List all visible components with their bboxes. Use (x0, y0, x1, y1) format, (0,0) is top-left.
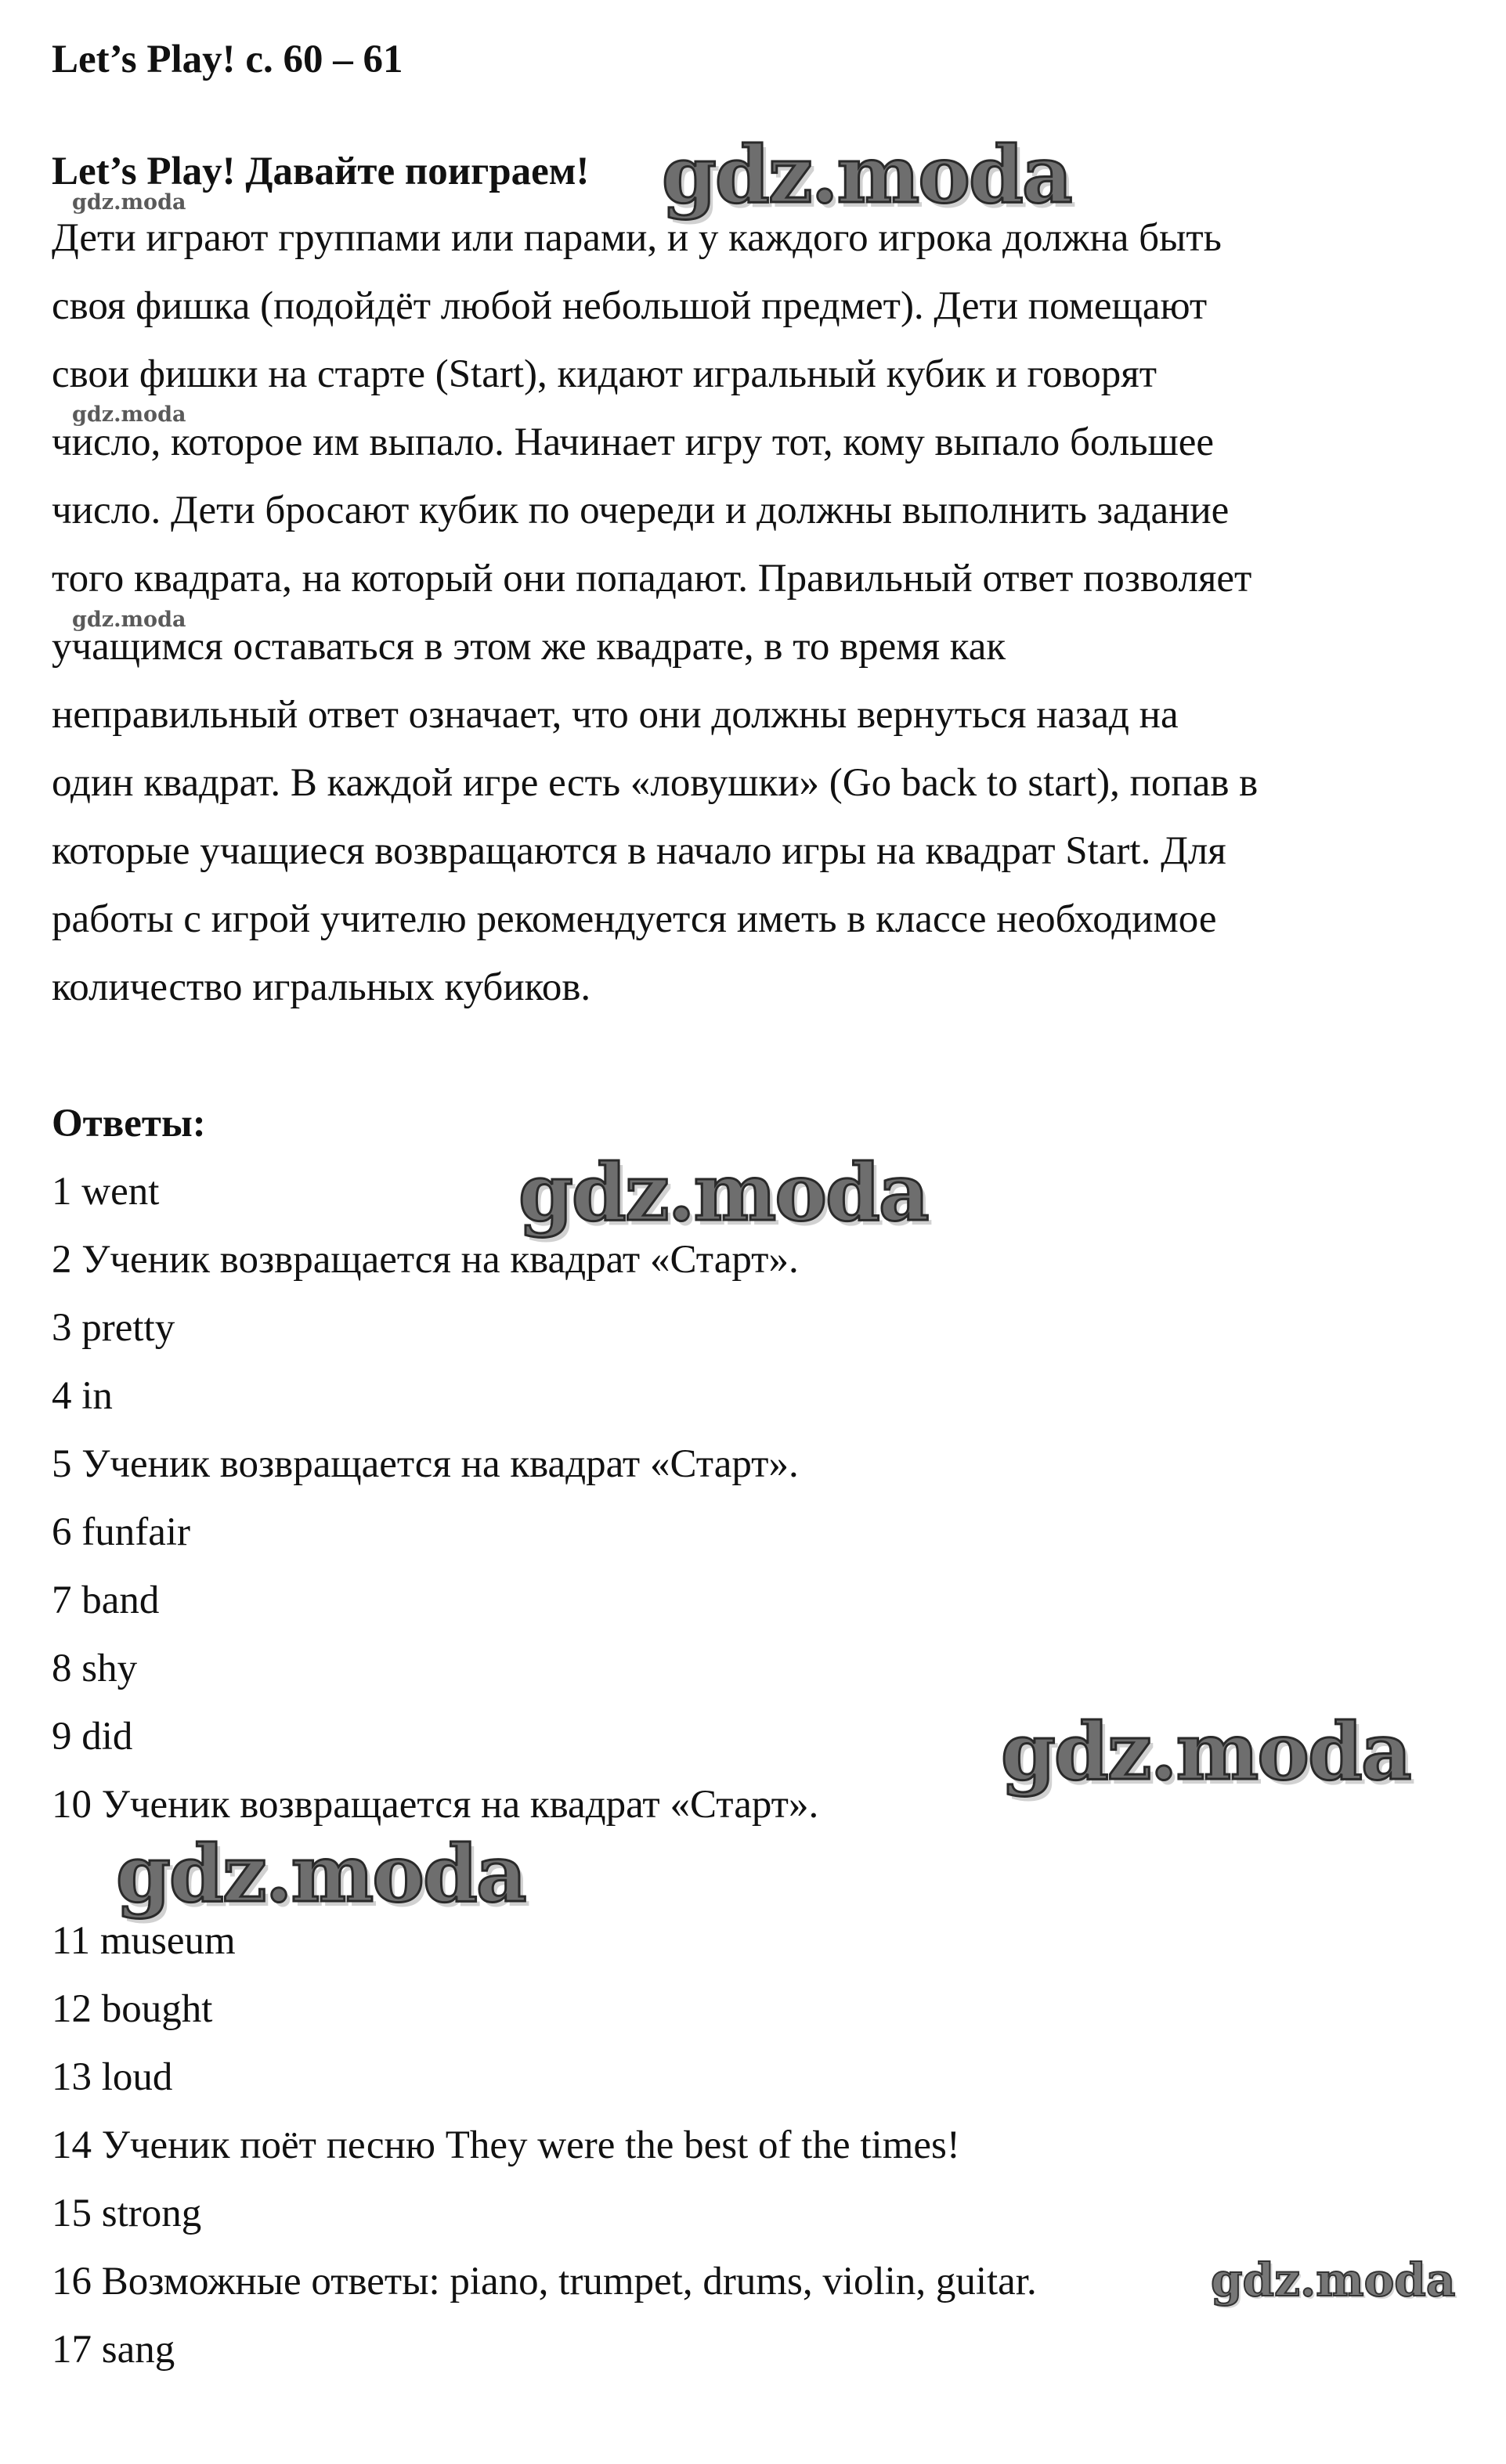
watermark: gdz.moda (72, 190, 186, 215)
answer-item: 1 went (52, 1170, 160, 1214)
answer-item: 10 Ученик возвращается на квадрат «Старт». (52, 1783, 819, 1827)
answer-item: 4 in (52, 1374, 113, 1418)
watermark: gdz.moda (72, 608, 186, 632)
intro-line: Дети играют группами или парами, и у каждого игрока должна быть (52, 216, 1222, 260)
intro-line: учащимся оставаться в этом же квадрате, в то время как (52, 625, 1006, 669)
answer-item: 7 band (52, 1578, 160, 1622)
intro-line: которые учащиеся возвращаются в начало игры на квадрат Start. Для (52, 829, 1226, 873)
intro-line: того квадрата, на который они попадают. Правильный ответ позволяет (52, 557, 1252, 601)
intro-line: свои фишки на старте (Start), кидают игральный кубик и говорят (52, 352, 1157, 396)
intro-line: количество игральных кубиков. (52, 965, 591, 1009)
answer-item: 17 sang (52, 2328, 175, 2372)
intro-line: работы с игрой учителю рекомендуется иметь в классе необходимое (52, 897, 1217, 941)
answer-item: 6 funfair (52, 1510, 191, 1554)
watermark: gdz.moda (116, 1827, 525, 1920)
section-title: Let’s Play! Давайте поиграем! (52, 150, 590, 193)
answer-item: 3 pretty (52, 1306, 175, 1350)
answer-item: 8 shy (52, 1647, 138, 1690)
watermark: gdz.moda (662, 128, 1071, 221)
watermark: gdz.moda (72, 402, 186, 427)
answer-item: 9 did (52, 1715, 133, 1759)
answer-item: 14 Ученик поёт песню They were the best of the times! (52, 2123, 960, 2167)
answer-item: 16 Возможные ответы: piano, trumpet, drums, violin, guitar. (52, 2260, 1037, 2303)
watermark: gdz.moda (518, 1146, 928, 1239)
answer-item: 13 loud (52, 2055, 173, 2099)
answer-item: 5 Ученик возвращается на квадрат «Старт». (52, 1442, 799, 1486)
intro-line: число, которое им выпало. Начинает игру тот, кому выпало большее (52, 420, 1215, 464)
intro-line: число. Дети бросают кубик по очереди и должны выполнить задание (52, 489, 1230, 532)
intro-line: неправильный ответ означает, что они должны вернуться назад на (52, 693, 1179, 737)
page-title: Let’s Play! с. 60 – 61 (52, 38, 403, 81)
answer-item: 11 museum (52, 1919, 236, 1963)
answer-item: 2 Ученик возвращается на квадрат «Старт». (52, 1238, 799, 1282)
watermark: gdz.moda (1001, 1705, 1410, 1798)
watermark: gdz.moda (1211, 2253, 1456, 2307)
answers-heading: Ответы: (52, 1102, 206, 1145)
answer-item: 12 bought (52, 1987, 213, 2031)
intro-line: своя фишка (подойдёт любой небольшой предмет). Дети помещают (52, 284, 1208, 328)
answer-item: 15 strong (52, 2192, 202, 2235)
intro-line: один квадрат. В каждой игре есть «ловушки» (Go back to start), попав в (52, 761, 1259, 805)
